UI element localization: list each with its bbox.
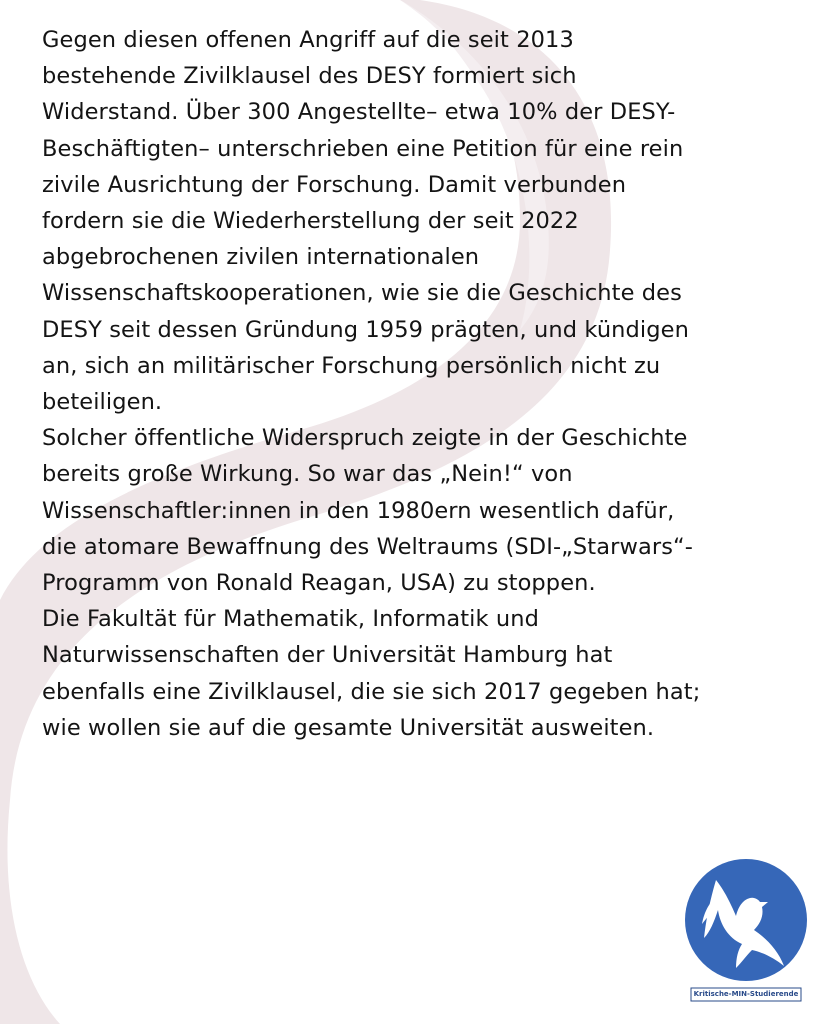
text-line: Wissenschaftskooperationen, wie sie die Geschichte des	[42, 280, 682, 307]
text-line: bestehende Zivilklausel des DESY formiert sich	[42, 63, 577, 90]
text-line: Solcher öffentliche Widerspruch zeigte in der Geschichte	[42, 425, 688, 452]
text-line: beteiligen.	[42, 389, 163, 416]
text-line: Die Fakultät für Mathematik, Informatik und	[42, 606, 539, 633]
logo-label: Kritische-MIN-Studierende	[693, 990, 799, 998]
text-line: abgebrochenen zivilen internationalen	[42, 244, 480, 271]
text-line: Gegen diesen offenen Angriff auf die seit 2013	[42, 27, 574, 53]
text-line: die atomare Bewaffnung des Weltraums (SDI-„Starwars“-	[42, 533, 693, 560]
text-line: fordern sie die Wiederherstellung der seit 2022	[42, 208, 579, 235]
text-line: DESY seit dessen Gründung 1959 prägten, und kündigen	[42, 316, 689, 343]
text-line: Beschäftigten– unterschrieben eine Petition für eine rein	[42, 135, 684, 162]
paragraph-fakultaet-min	[42, 601, 802, 746]
kritische-min-studierende-logo	[680, 858, 812, 1010]
paragraph-zivilklausel-desy	[42, 22, 802, 420]
text-line: an, sich an militärischer Forschung persönlich nicht zu	[42, 352, 661, 379]
text-line: Programm von Ronald Reagan, USA) zu stoppen.	[42, 570, 596, 597]
text-line: Widerstand. Über 300 Angestellte– etwa 10% der DESY-	[42, 99, 676, 126]
text-line: ebenfalls eine Zivilklausel, die sie sich 2017 gegeben hat;	[42, 678, 701, 705]
text-line: wie wollen sie auf die gesamte Universität ausweiten.	[42, 714, 655, 741]
text-line: bereits große Wirkung. So war das „Nein!“ von	[42, 461, 573, 488]
text-line: zivile Ausrichtung der Forschung. Damit verbunden	[42, 171, 627, 198]
article-text	[42, 22, 802, 746]
text-line: Naturwissenschaften der Universität Hamburg hat	[42, 642, 613, 669]
paragraph-widerspruch-geschichte	[42, 420, 802, 601]
text-line: Wissenschaftler:innen in den 1980ern wesentlich dafür,	[42, 497, 675, 524]
